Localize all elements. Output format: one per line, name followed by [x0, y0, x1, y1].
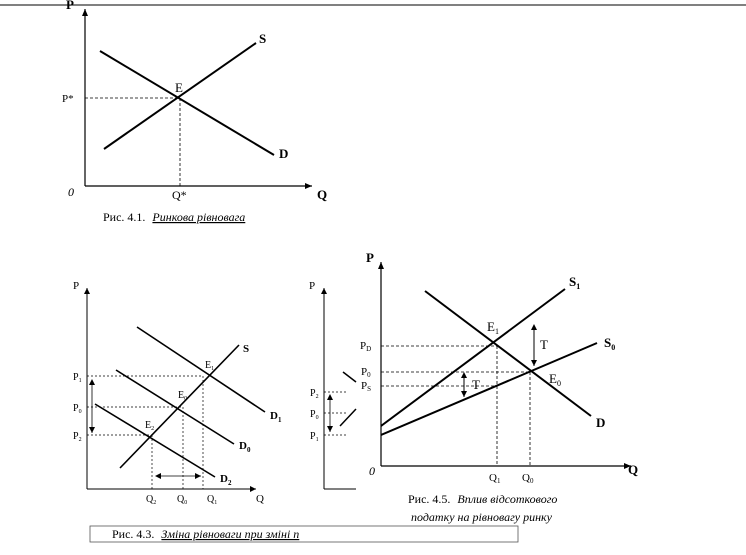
fig41-equilibrium-label: E [175, 80, 183, 95]
fig43-p0-label [73, 403, 82, 415]
fig43-p-axis-label: P [73, 280, 80, 292]
fig45-e0-letter: E [549, 371, 557, 386]
fig43-p2-subscript: 2 [78, 437, 82, 443]
fig41-caption-title: Ринкова рівновага [152, 210, 246, 224]
fig43-p1-letter: P [73, 372, 79, 383]
fig43-e2-label [145, 420, 154, 432]
figure-4-5 [357, 243, 652, 524]
fig41-caption-prefix: Рис. 4.1. [103, 210, 146, 224]
fig45-caption-line1 [408, 492, 557, 506]
fig43-q2-label [146, 494, 156, 506]
fig41-origin-label: 0 [68, 185, 74, 199]
fig43-e2-subscript: 2 [151, 426, 155, 432]
fig43-p2-letter: P [73, 431, 79, 442]
fig45-s1-letter: S [569, 274, 577, 289]
fig44-curve-lower [340, 409, 356, 426]
fig45-s0-subscript: 0 [611, 343, 616, 352]
fig45-ps-letter: P [361, 380, 368, 392]
fig43-d0-letter: D [239, 440, 247, 452]
fig43-d2-letter: D [220, 473, 228, 485]
fig43-q2-letter: Q [146, 494, 154, 505]
fig45-e0-subscript: 0 [556, 379, 561, 388]
fig45-pd-letter: P [360, 340, 367, 352]
fig44-p0-letter: P [310, 409, 316, 420]
fig44-p1-label [310, 431, 319, 443]
fig44-p-axis-label: P [309, 280, 316, 292]
fig43-caption [112, 527, 299, 541]
fig43-supply-curve [120, 345, 239, 468]
fig43-caption-title: Зміна рівноваги при зміні п [161, 527, 300, 541]
fig45-q0-letter: Q [522, 472, 530, 484]
fig44-p0-label [310, 409, 319, 421]
fig43-demand-curve-d1 [137, 327, 265, 412]
fig45-e1-subscript: 1 [494, 327, 499, 336]
fig43-p0-letter: P [73, 403, 79, 414]
fig41-p-axis-label: P [66, 0, 74, 12]
fig45-pd-subscript: D [366, 345, 372, 353]
fig43-e1-letter: E [205, 360, 212, 371]
fig43-q2-subscript: 2 [153, 500, 157, 506]
fig41-q-axis-label: Q [317, 187, 328, 202]
fig43-d1-label [270, 410, 282, 424]
fig45-p-axis-label: P [366, 250, 374, 265]
fig43-p1-label [73, 372, 82, 384]
fig45-tax-label-lower: T [472, 377, 480, 392]
fig45-p0-subscript: 0 [367, 371, 371, 379]
fig43-d2-subscript: 2 [227, 479, 232, 487]
fig45-p0-letter: P [361, 366, 368, 378]
fig44-p2-label [310, 388, 319, 400]
fig43-d2-label [220, 473, 232, 487]
fig43-q0-letter: Q [177, 494, 185, 505]
fig45-caption-prefix: Рис. 4.5. [408, 492, 451, 506]
fig43-e2-letter: E [145, 420, 152, 431]
fig45-s1-subscript: 1 [576, 282, 581, 291]
fig44-p2-letter: P [310, 388, 316, 399]
fig43-demand-curve-d2 [95, 404, 215, 477]
fig43-d0-label [239, 440, 251, 454]
fig43-q0-subscript: 0 [184, 500, 188, 506]
figure-4-1 [62, 0, 327, 224]
fig44-p1-subscript: 1 [315, 437, 319, 443]
fig43-q-axis-label: Q [256, 493, 264, 505]
fig45-q1-letter: Q [489, 472, 497, 484]
fig45-q0-subscript: 0 [529, 477, 534, 485]
fig43-caption-prefix: Рис. 4.3. [112, 527, 155, 541]
fig43-q1-subscript: 1 [214, 500, 218, 506]
fig45-tax-label-upper: T [540, 337, 548, 352]
fig45-demand-label: D [596, 415, 606, 430]
fig45-ps-subscript: S [367, 385, 372, 393]
fig43-d1-subscript: 1 [277, 416, 282, 424]
fig43-p2-label [73, 431, 82, 443]
fig43-p0-subscript: 0 [78, 409, 82, 415]
fig45-caption-title-line2: податку на рівновагу ринку [411, 510, 552, 524]
fig43-e0-subscript: 0 [184, 396, 188, 402]
fig43-e1-label [205, 360, 214, 372]
fig44-p0-subscript: 0 [315, 415, 319, 421]
fig43-e1-subscript: 1 [211, 366, 215, 372]
fig41-p-star-label: P* [62, 93, 74, 105]
fig44-p2-subscript: 2 [315, 394, 319, 400]
fig43-p1-subscript: 1 [78, 378, 82, 384]
fig43-d1-letter: D [270, 410, 278, 422]
figure-4-4-partial [309, 280, 356, 489]
fig45-caption-title-line1: Вплив відсоткового [457, 492, 558, 506]
fig43-supply-label: S [243, 343, 250, 355]
fig45-origin-label: 0 [369, 464, 375, 478]
fig43-e0-label [178, 390, 187, 402]
fig41-demand-label: D [279, 146, 289, 161]
fig43-e0-letter: E [178, 390, 185, 401]
fig43-d0-subscript: 0 [246, 446, 251, 454]
fig43-q0-label [177, 494, 187, 506]
fig41-supply-label: S [259, 31, 267, 46]
fig44-curve-upper [343, 372, 356, 382]
fig43-q1-label [207, 494, 217, 506]
fig41-q-star-label: Q* [172, 188, 187, 202]
fig45-s0-letter: S [604, 335, 612, 350]
fig41-demand-curve [100, 51, 274, 155]
fig45-q1-subscript: 1 [496, 477, 501, 485]
fig44-p1-letter: P [310, 431, 316, 442]
fig45-q-axis-label: Q [628, 462, 639, 477]
fig45-e1-letter: E [487, 319, 495, 334]
fig41-caption [103, 210, 245, 224]
fig43-q1-letter: Q [207, 494, 215, 505]
fig45-background [357, 243, 652, 493]
